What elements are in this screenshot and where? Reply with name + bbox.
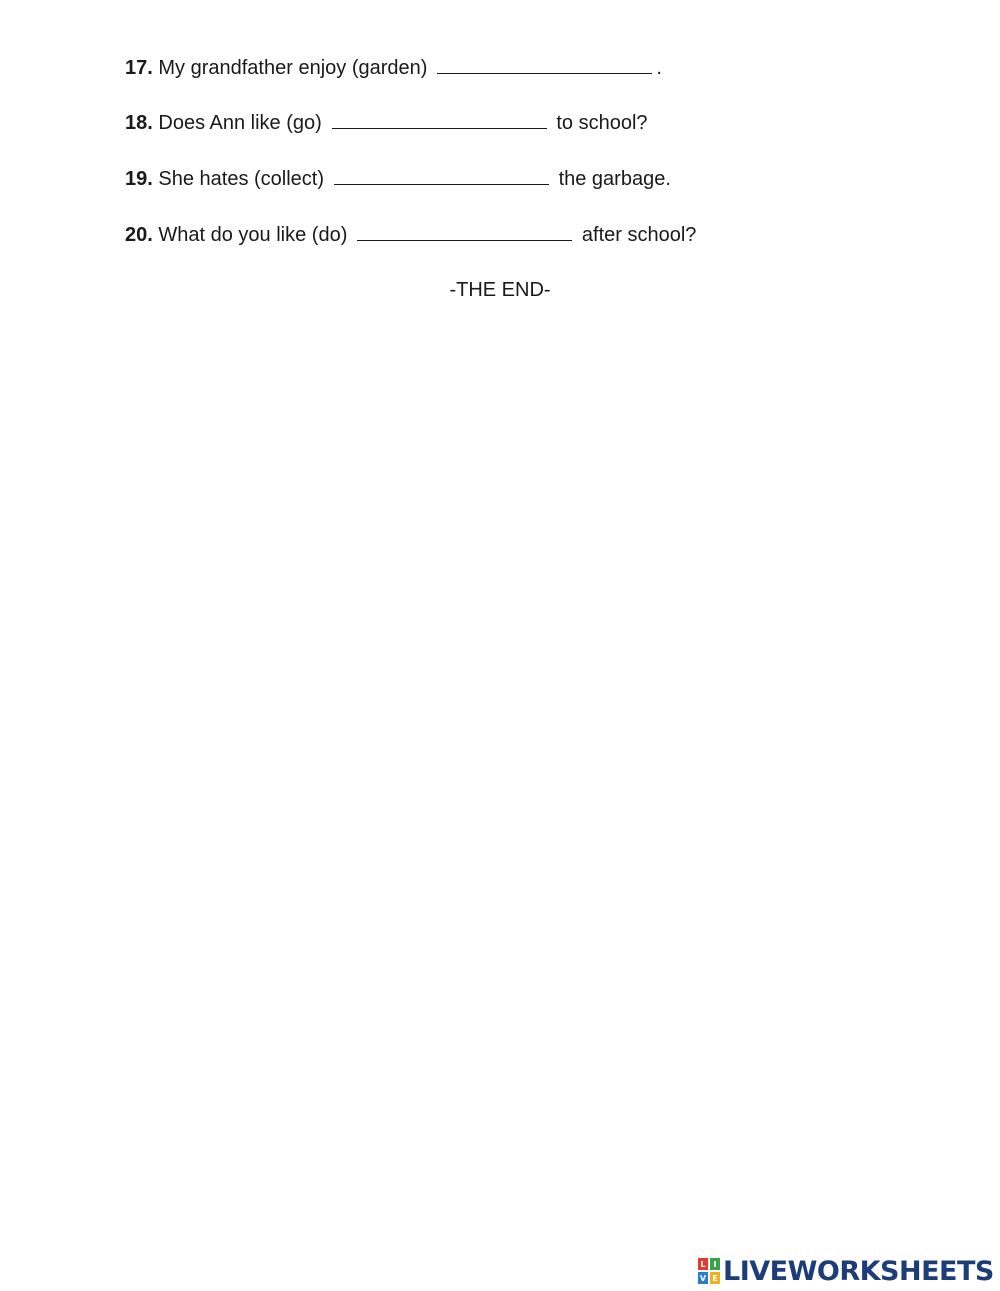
question-number: 19. <box>125 168 153 190</box>
logo-tile: V <box>699 1273 707 1283</box>
question-text-after: to school? <box>550 112 648 134</box>
answer-blank[interactable] <box>357 222 572 241</box>
question-text: She hates (collect) <box>158 168 325 190</box>
question-text: My grandfather enjoy (garden) <box>158 57 428 79</box>
question-18 <box>125 110 648 135</box>
logo-tile: I <box>710 1258 720 1270</box>
logo-tile: E <box>710 1272 720 1284</box>
question-number: 17. <box>125 57 153 79</box>
question-20 <box>125 222 696 247</box>
question-19 <box>125 166 671 191</box>
question-17 <box>125 55 662 80</box>
logo-tile: L <box>698 1258 708 1270</box>
question-text-after: the garbage. <box>553 168 671 190</box>
question-text-after: after school? <box>576 224 697 246</box>
logo-text: LIVEWORKSHEETS <box>723 1255 994 1287</box>
question-text: What do you like (do) <box>158 224 348 246</box>
logo-tiles-icon <box>698 1258 720 1284</box>
question-text: Does Ann like (go) <box>158 112 322 134</box>
question-number: 18. <box>125 112 153 134</box>
the-end-text: -THE END- <box>449 279 551 301</box>
answer-blank[interactable] <box>332 110 547 129</box>
answer-blank[interactable] <box>334 166 549 185</box>
question-number: 20. <box>125 224 153 246</box>
question-text-after: . <box>656 57 662 79</box>
answer-blank[interactable] <box>437 55 652 74</box>
liveworksheets-logo <box>698 1256 994 1286</box>
